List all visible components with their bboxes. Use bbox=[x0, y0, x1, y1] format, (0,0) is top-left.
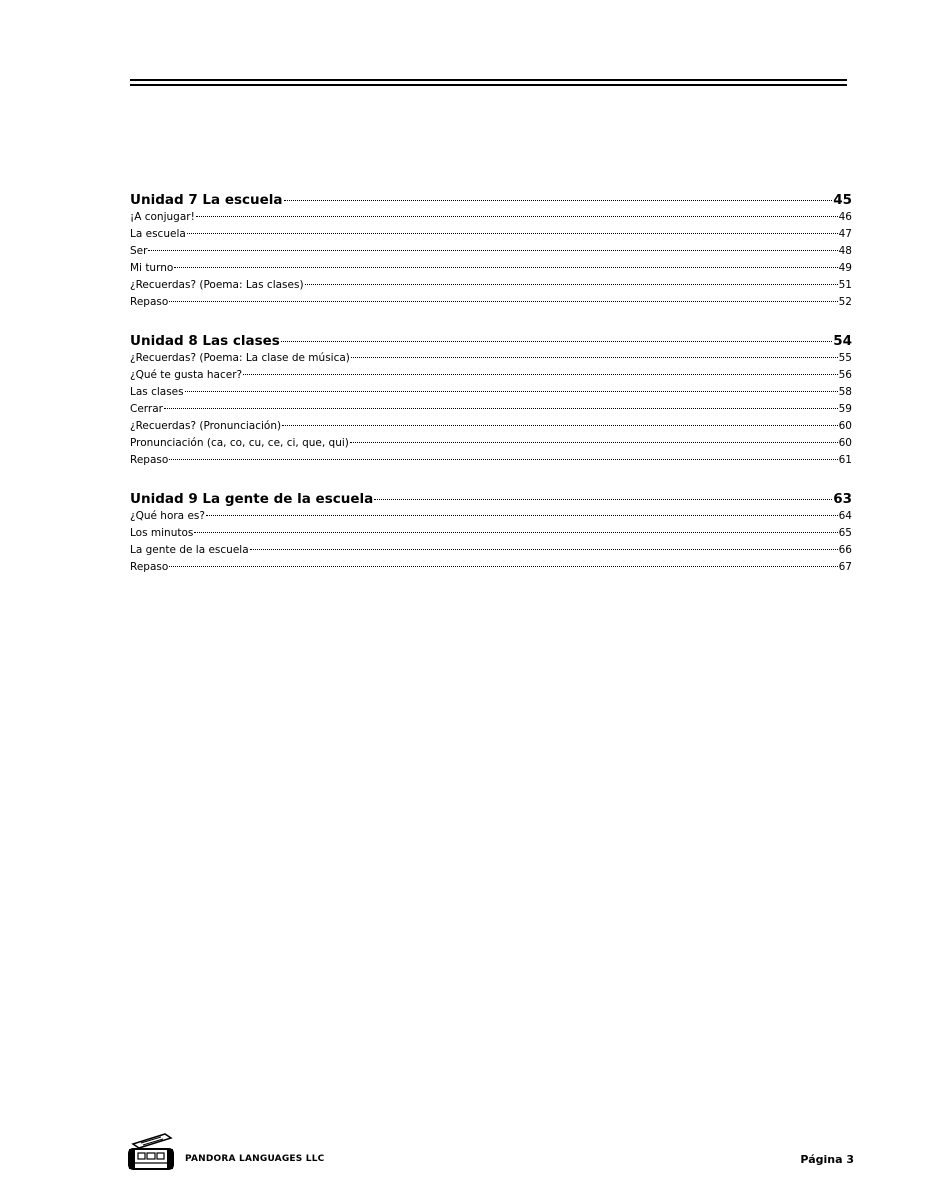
dot-leader bbox=[351, 357, 838, 358]
dot-leader bbox=[206, 515, 838, 516]
toc-unit bbox=[130, 491, 852, 578]
toc-entry[interactable] bbox=[130, 386, 852, 403]
dot-leader bbox=[374, 499, 832, 500]
toc-unit bbox=[130, 192, 852, 313]
toc-unit-heading[interactable] bbox=[130, 333, 852, 352]
toc-entry-title: La gente de la escuela bbox=[130, 544, 249, 556]
toc-unit-page: 54 bbox=[833, 333, 852, 349]
dot-leader bbox=[194, 532, 837, 533]
dot-leader bbox=[282, 425, 838, 426]
toc-entry-page: 55 bbox=[838, 352, 852, 364]
toc-unit-title: Unidad 8 Las clases bbox=[130, 333, 280, 349]
toc-entry-title: ¡A conjugar! bbox=[130, 211, 195, 223]
toc-entry-page: 47 bbox=[838, 228, 852, 240]
toc-entry-page: 67 bbox=[838, 561, 852, 573]
toc-entry-title: Ser bbox=[130, 245, 148, 257]
toc-entry-page: 60 bbox=[838, 420, 852, 432]
toc-unit-title: Unidad 7 La escuela bbox=[130, 192, 283, 208]
toc-unit-title: Unidad 9 La gente de la escuela bbox=[130, 491, 374, 507]
page-footer bbox=[127, 1130, 854, 1172]
toc-entry[interactable] bbox=[130, 403, 852, 420]
toc-entry[interactable] bbox=[130, 454, 852, 471]
dot-leader bbox=[187, 233, 838, 234]
toc-entry[interactable] bbox=[130, 279, 852, 296]
toc-entry-title: Mi turno bbox=[130, 262, 174, 274]
toc-entry[interactable] bbox=[130, 510, 852, 527]
toc-entry-title: ¿Recuerdas? (Pronunciación) bbox=[130, 420, 282, 432]
toc-unit-page: 45 bbox=[833, 192, 852, 208]
toc-entry-page: 59 bbox=[838, 403, 852, 415]
toc-entry[interactable] bbox=[130, 352, 852, 369]
dot-leader bbox=[281, 341, 832, 342]
toc-entry-page: 66 bbox=[838, 544, 852, 556]
table-of-contents bbox=[130, 192, 852, 598]
dot-leader bbox=[169, 566, 837, 567]
dot-leader bbox=[250, 549, 838, 550]
toc-entry-title: Repaso bbox=[130, 454, 169, 466]
toc-entry-title: Pronunciación (ca, co, cu, ce, ci, que, qui) bbox=[130, 437, 349, 449]
dot-leader bbox=[169, 301, 837, 302]
toc-entry[interactable] bbox=[130, 420, 852, 437]
dot-leader bbox=[164, 408, 838, 409]
dot-leader bbox=[305, 284, 838, 285]
toc-entry[interactable] bbox=[130, 369, 852, 386]
toc-entry[interactable] bbox=[130, 437, 852, 454]
pandora-box-logo-icon bbox=[127, 1130, 177, 1172]
toc-entry[interactable] bbox=[130, 527, 852, 544]
toc-entry-title: ¿Qué te gusta hacer? bbox=[130, 369, 243, 381]
dot-leader bbox=[174, 267, 837, 268]
toc-entry-page: 56 bbox=[838, 369, 852, 381]
toc-entry-title: ¿Recuerdas? (Poema: Las clases) bbox=[130, 279, 304, 291]
toc-entry[interactable] bbox=[130, 296, 852, 313]
toc-entry-page: 61 bbox=[838, 454, 852, 466]
toc-entry[interactable] bbox=[130, 245, 852, 262]
toc-entry-page: 65 bbox=[838, 527, 852, 539]
toc-unit bbox=[130, 333, 852, 471]
dot-leader bbox=[148, 250, 837, 251]
header-rule-bottom bbox=[130, 84, 847, 86]
dot-leader bbox=[185, 391, 838, 392]
toc-entry-page: 58 bbox=[838, 386, 852, 398]
toc-entry-page: 64 bbox=[838, 510, 852, 522]
toc-entry-page: 52 bbox=[838, 296, 852, 308]
toc-entry[interactable] bbox=[130, 228, 852, 245]
toc-entry[interactable] bbox=[130, 561, 852, 578]
toc-entry-title: Las clases bbox=[130, 386, 184, 398]
toc-entry-title: ¿Qué hora es? bbox=[130, 510, 205, 522]
toc-entry-page: 46 bbox=[838, 211, 852, 223]
header-rule-top bbox=[130, 79, 847, 81]
toc-unit-page: 63 bbox=[833, 491, 852, 507]
toc-entry-page: 60 bbox=[838, 437, 852, 449]
toc-entry-page: 51 bbox=[838, 279, 852, 291]
toc-entry-title: Repaso bbox=[130, 296, 169, 308]
toc-entry[interactable] bbox=[130, 544, 852, 561]
toc-entry-page: 48 bbox=[838, 245, 852, 257]
dot-leader bbox=[284, 200, 833, 201]
toc-entry[interactable] bbox=[130, 211, 852, 228]
dot-leader bbox=[350, 442, 838, 443]
toc-entry-title: La escuela bbox=[130, 228, 186, 240]
toc-entry-title: Cerrar bbox=[130, 403, 163, 415]
company-name: PANDORA LANGUAGES LLC bbox=[185, 1154, 325, 1164]
page-number: Página 3 bbox=[800, 1153, 854, 1166]
toc-entry-title: ¿Recuerdas? (Poema: La clase de música) bbox=[130, 352, 350, 364]
dot-leader bbox=[243, 374, 838, 375]
toc-unit-heading[interactable] bbox=[130, 491, 852, 510]
toc-unit-heading[interactable] bbox=[130, 192, 852, 211]
dot-leader bbox=[169, 459, 837, 460]
toc-entry[interactable] bbox=[130, 262, 852, 279]
toc-entry-title: Los minutos bbox=[130, 527, 194, 539]
toc-entry-page: 49 bbox=[838, 262, 852, 274]
toc-entry-title: Repaso bbox=[130, 561, 169, 573]
dot-leader bbox=[196, 216, 838, 217]
